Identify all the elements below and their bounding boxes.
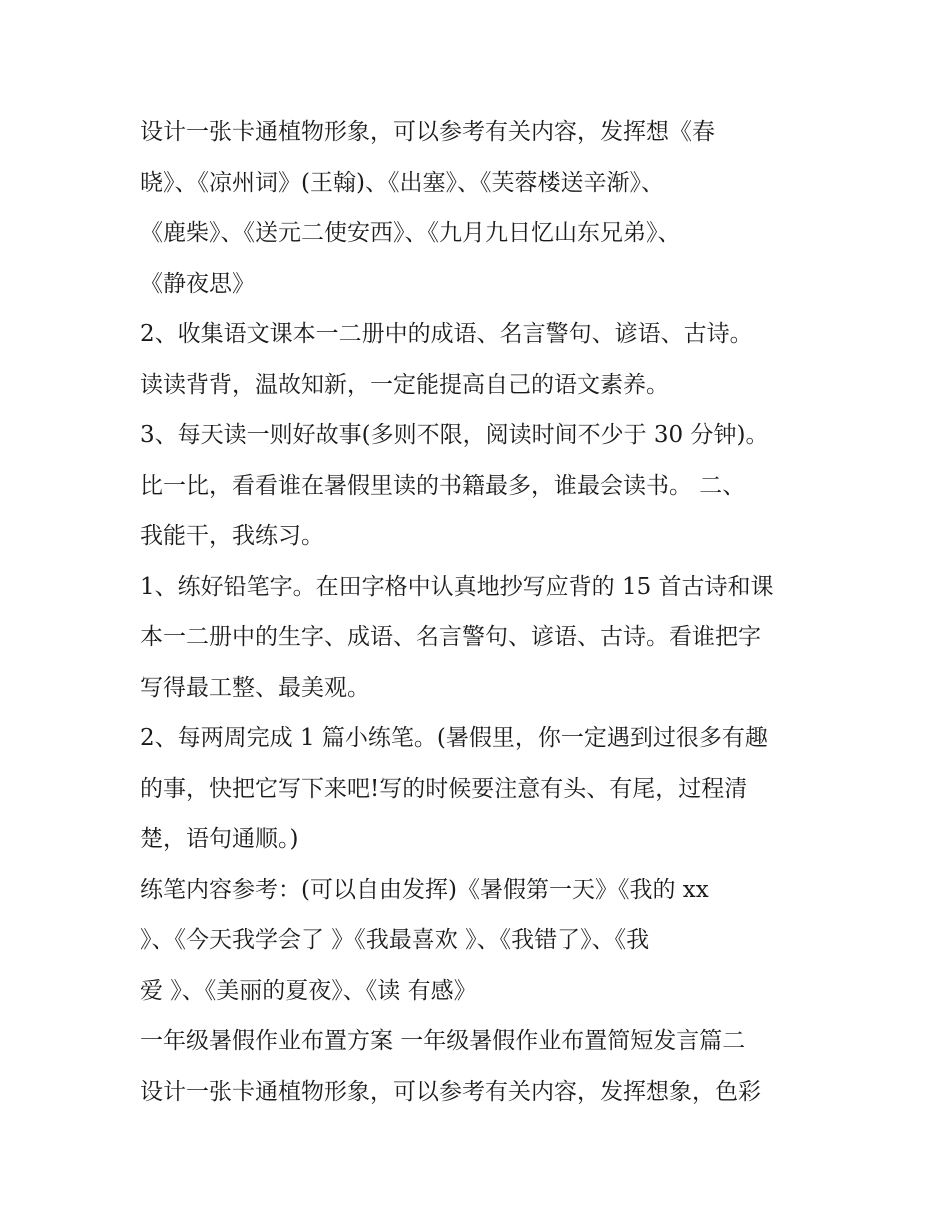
text-line: 爱 》、《美丽的夏夜》、《读 有感》: [140, 977, 477, 1004]
text-line: 《静夜思》: [140, 270, 255, 297]
document-body: [140, 107, 840, 1117]
text-line: 写得最工整、最美观。: [140, 674, 370, 701]
text-line: 设计一张卡通植物形象，可以参考有关内容，发挥想《春: [140, 119, 715, 145]
text-line: 1、练好铅笔字。在田字格中认真地抄写应背的 15 首古诗和课: [140, 573, 774, 600]
text-line: 2、每两周完成 1 篇小练笔。(暑假里，你一定遇到过很多有趣: [140, 725, 768, 751]
text-line: 的事，快把它写下来吧!写的时候要注意有头、有尾，过程清: [140, 775, 748, 802]
text-line: 楚，语句通顺。): [140, 826, 299, 852]
text-line: 本一二册中的生字、成语、名言警句、谚语、古诗。看谁把字: [140, 624, 761, 650]
text-line: 设计一张卡通植物形象，可以参考有关内容，发挥想象，色彩: [140, 1078, 761, 1105]
text-line: 晓》、《凉州词》(王翰)、《出塞》、《芙蓉楼送辛渐》、: [140, 169, 664, 196]
text-line: 读读背背，温故知新，一定能提高自己的语文素养。: [140, 371, 669, 398]
text-line: 练笔内容参考：(可以自由发挥)《暑假第一天》《我的 xx: [140, 876, 709, 903]
text-line: 3、每天读一则好故事(多则不限，阅读时间不少于 30 分钟)。: [140, 422, 769, 448]
text-line: 《鹿柴》、《送元二使安西》、《九月九日忆山东兄弟》、: [140, 220, 681, 246]
text-line: 我能干，我练习。: [140, 523, 324, 549]
text-line: 2、收集语文课本一二册中的成语、名言警句、谚语、古诗。: [140, 321, 753, 347]
text-line: 比一比，看看谁在暑假里读的书籍最多，谁最会读书。 二、: [140, 472, 746, 499]
text-line: 》、《今天我学会了 》《我最喜欢 》、《我错了》、《我: [140, 927, 650, 953]
text-line: 一年级暑假作业布置方案 一年级暑假作业布置简短发言篇二: [140, 1028, 746, 1054]
